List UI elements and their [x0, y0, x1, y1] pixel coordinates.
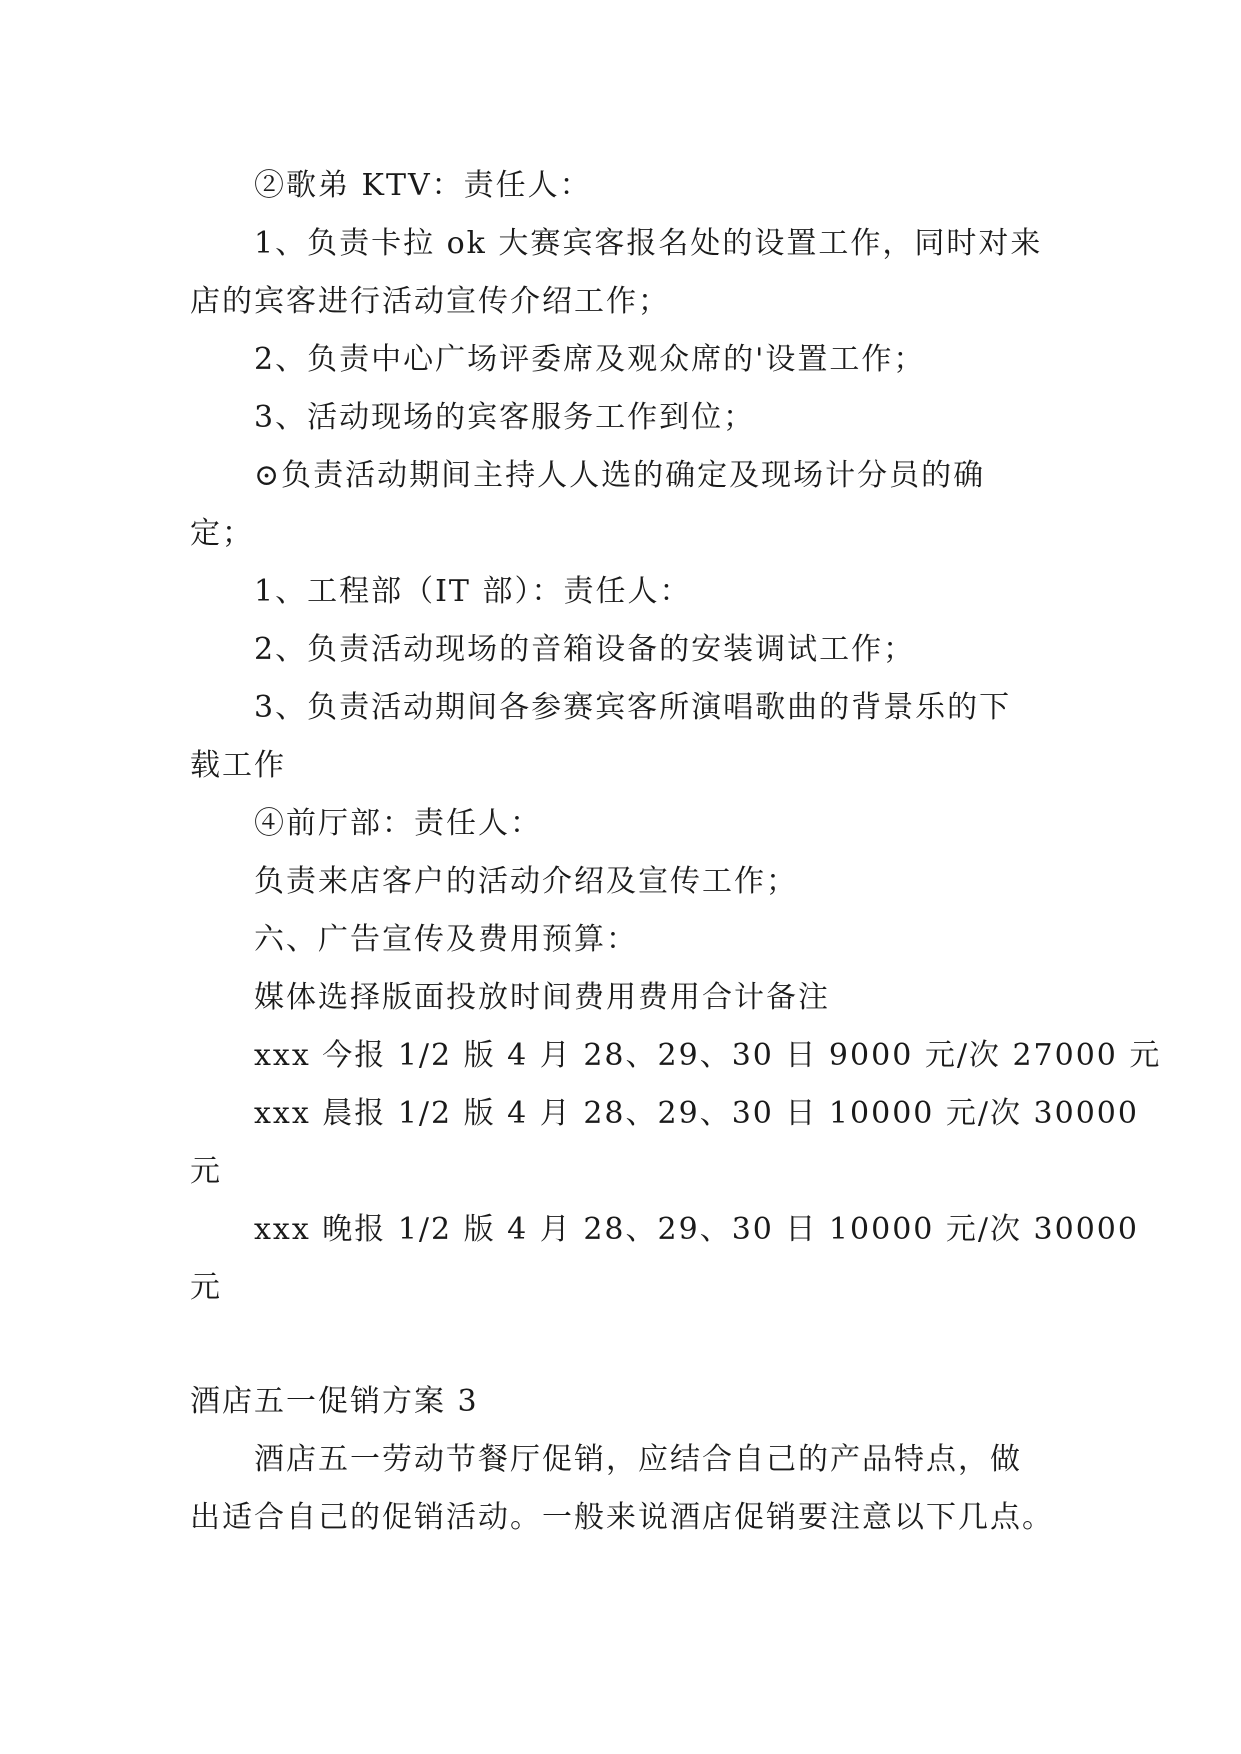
text-line: 六、广告宣传及费用预算：: [254, 922, 638, 957]
text-line: 元: [190, 1270, 222, 1305]
text-line: 定；: [190, 516, 254, 551]
text-line: 媒体选择版面投放时间费用费用合计备注: [254, 980, 830, 1015]
text-line: 3、活动现场的宾客服务工作到位；: [254, 400, 756, 435]
text-line: 2、负责活动现场的音箱设备的安装调试工作；: [254, 632, 916, 667]
text-line: 3、负责活动期间各参赛宾客所演唱歌曲的背景乐的下: [254, 690, 1012, 725]
text-line: xxx 晨报 1/2 版 4 月 28、29、30 日 10000 元/次 30000: [254, 1096, 1139, 1131]
text-line: xxx 晚报 1/2 版 4 月 28、29、30 日 10000 元/次 30000: [254, 1212, 1139, 1247]
section-heading: 酒店五一促销方案 3: [190, 1384, 479, 1419]
text-line: 负责来店客户的活动介绍及宣传工作；: [254, 864, 798, 899]
text-line: ④前厅部：责任人：: [254, 806, 542, 841]
text-line: xxx 今报 1/2 版 4 月 28、29、30 日 9000 元/次 27000 元: [254, 1038, 1162, 1073]
text-line: 出适合自己的促销活动。一般来说酒店促销要注意以下几点。: [190, 1500, 1054, 1535]
text-line: 1、工程部（IT 部）：责任人：: [254, 574, 692, 609]
text-line: 载工作: [190, 748, 286, 783]
text-line: ⊙负责活动期间主持人人选的确定及现场计分员的确: [254, 458, 986, 493]
text-line: 2、负责中心广场评委席及观众席的'设置工作；: [254, 342, 926, 377]
text-line: 1、负责卡拉 ok 大赛宾客报名处的设置工作，同时对来: [254, 226, 1043, 261]
text-line: 店的宾客进行活动宣传介绍工作；: [190, 284, 670, 319]
text-line: 酒店五一劳动节餐厅促销，应结合自己的产品特点，做: [254, 1442, 1022, 1477]
text-line: 元: [190, 1154, 222, 1189]
text-line: ②歌弟 KTV：责任人：: [254, 168, 592, 203]
